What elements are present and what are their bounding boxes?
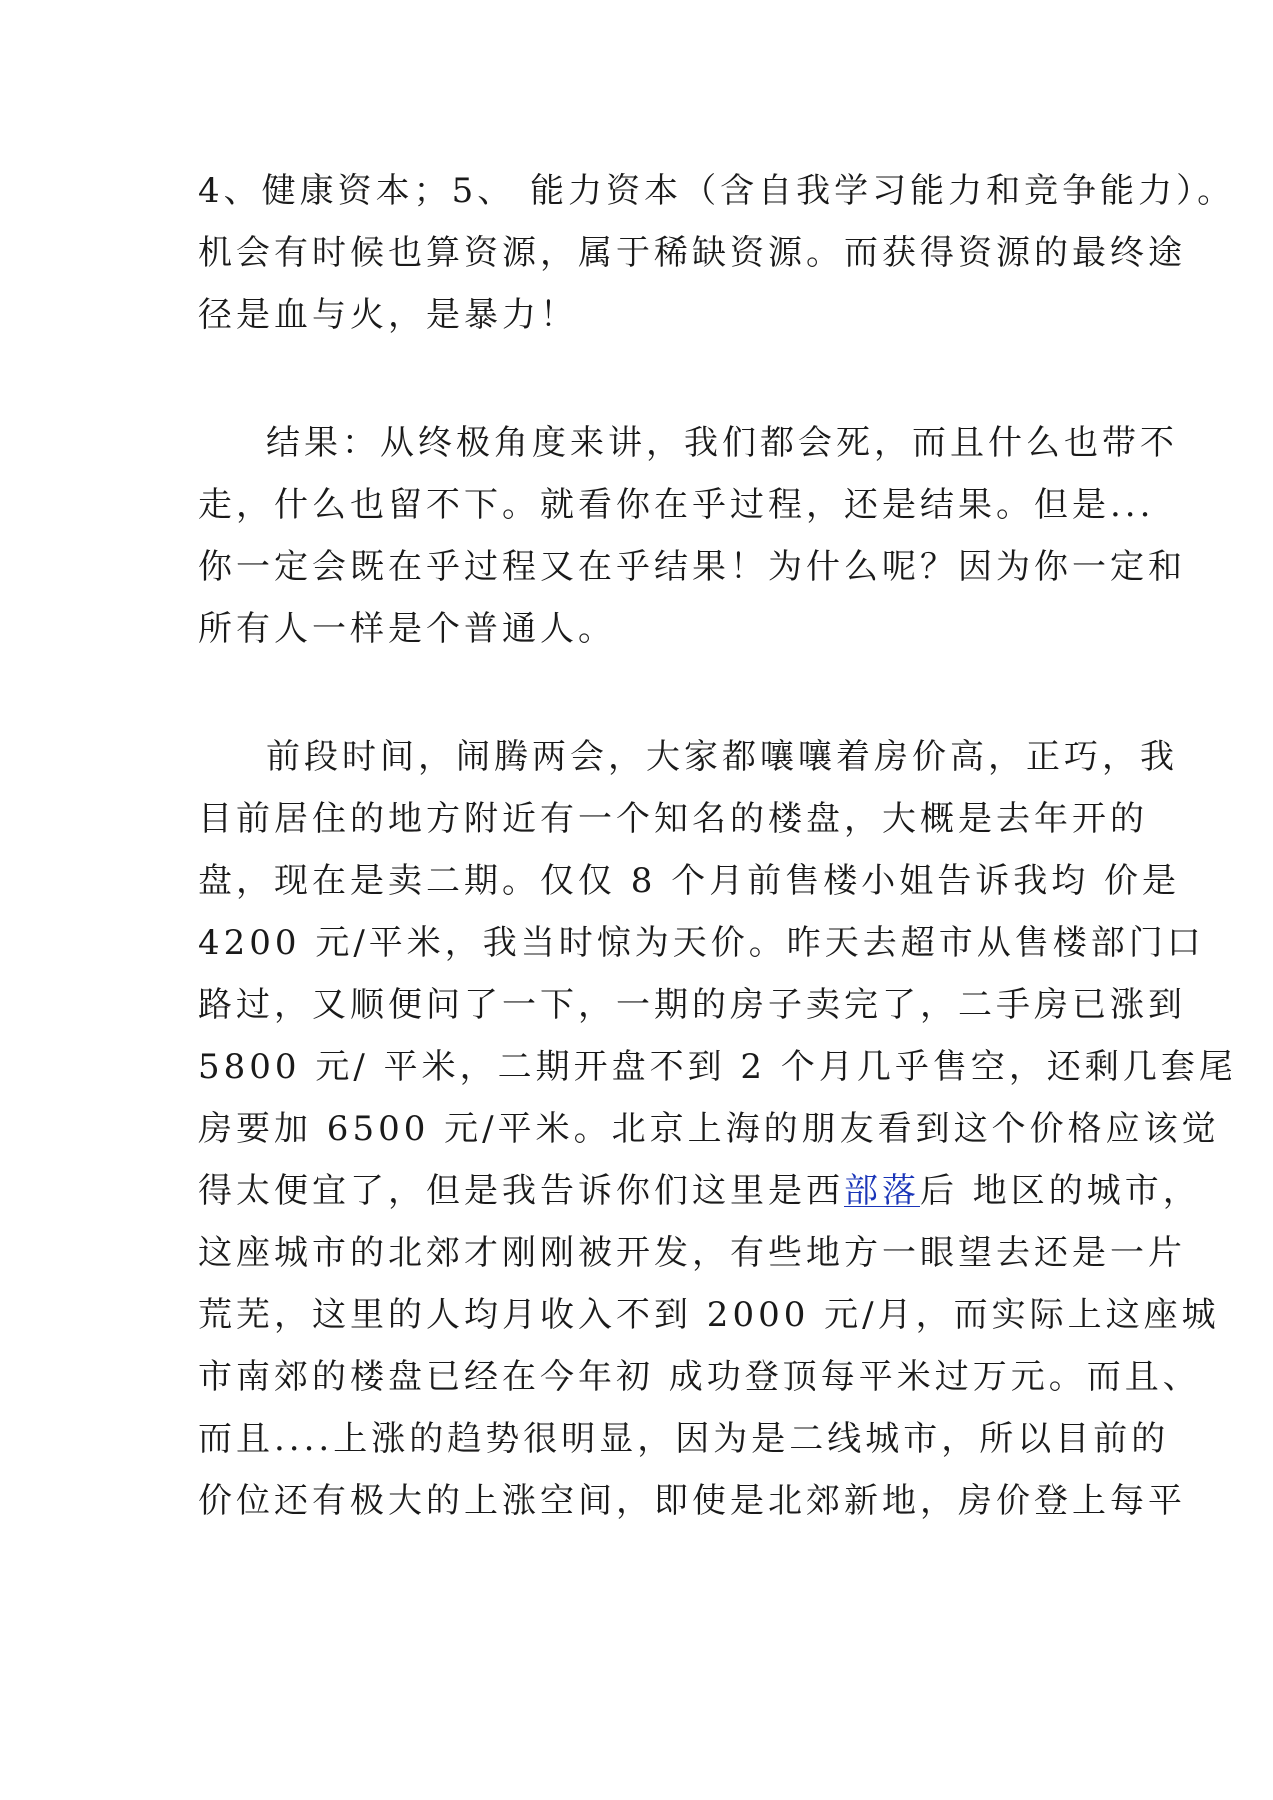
text-line: 市南郊的楼盘已经在今年初 成功登顶每平米过万元。而且、 — [198, 1357, 1201, 1397]
text-line: 目前居住的地方附近有一个知名的楼盘，大概是去年开的 — [198, 799, 1148, 839]
text-line: 荒芜，这里的人均月收入不到 2000 元/月，而实际上这座城 — [198, 1295, 1220, 1335]
paragraph-capital — [198, 160, 1236, 346]
text-line: 机会有时候也算资源，属于稀缺资源。而获得资源的最终途 — [198, 233, 1186, 273]
text-line: 4、健康资本；5、 能力资本（含自我学习能力和竞争能力）。 — [198, 171, 1236, 211]
text-line: 径是血与火，是暴力！ — [198, 295, 578, 335]
text-segment: 后 地区的城市， — [920, 1171, 1201, 1211]
document-page — [198, 160, 1237, 1532]
text-line: 4200 元/平米，我当时惊为天价。昨天去超市从售楼部门口 — [198, 923, 1205, 963]
text-line: 前段时间，闹腾两会，大家都嚷嚷着房价高，正巧，我 — [266, 737, 1178, 777]
text-line: 结果：从终极角度来讲，我们都会死，而且什么也带不 — [266, 423, 1178, 463]
text-line: 所有人一样是个普通人。 — [198, 609, 616, 649]
text-line: 而且....上涨的趋势很明显，因为是二线城市，所以目前的 — [198, 1419, 1170, 1459]
text-line: 房要加 6500 元/平米。北京上海的朋友看到这个价格应该觉 — [198, 1109, 1220, 1149]
paragraph-gap — [198, 660, 1088, 726]
paragraph-housing-price — [198, 726, 1237, 1532]
text-line: 5800 元/ 平米，二期开盘不到 2 个月几乎售空，还剩几套尾 — [198, 1047, 1237, 1087]
text-line: 路过，又顺便问了一下，一期的房子卖完了，二手房已涨到 — [198, 985, 1186, 1025]
text-line: 走，什么也留不下。就看你在乎过程，还是结果。但是... — [198, 485, 1155, 525]
text-segment: 得太便宜了，但是我告诉你们这里是西 — [198, 1171, 844, 1211]
text-line: 这座城市的北郊才刚刚被开发，有些地方一眼望去还是一片 — [198, 1233, 1186, 1273]
text-line: 你一定会既在乎过程又在乎结果！为什么呢？因为你一定和 — [198, 547, 1186, 587]
text-line-with-link — [198, 1160, 1201, 1222]
text-line: 盘，现在是卖二期。仅仅 8 个月前售楼小姐告诉我均 价是 — [198, 861, 1181, 901]
link-buluo[interactable]: 部落 — [844, 1171, 920, 1211]
text-line: 价位还有极大的上涨空间，即使是北郊新地，房价登上每平 — [198, 1481, 1186, 1521]
paragraph-gap — [198, 346, 1088, 412]
paragraph-result — [198, 412, 1186, 660]
